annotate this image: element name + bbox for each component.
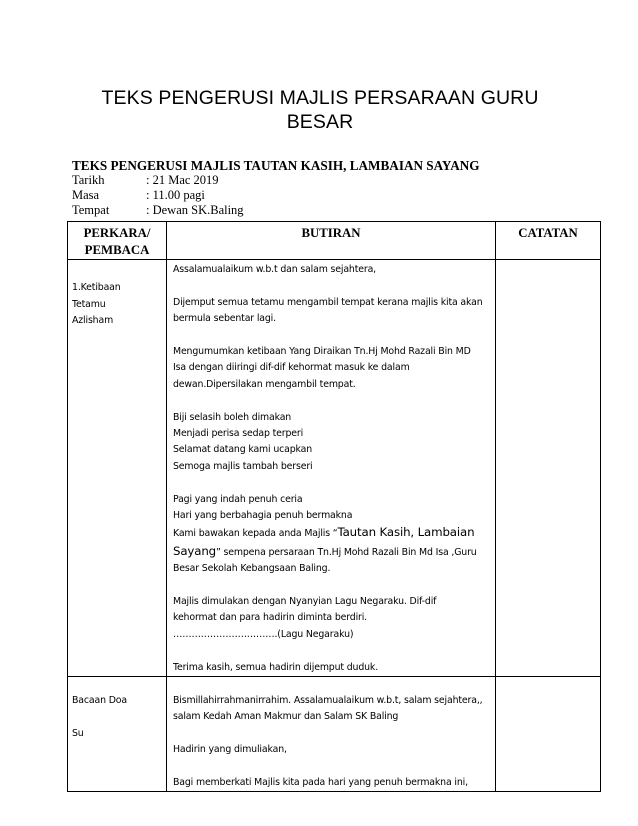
header-details: BUTIRAN xyxy=(167,222,496,260)
detail-line: Bismillahirrahmanirrahim. Assalamualaikum w.b.t, salam sejahtera,, xyxy=(173,695,483,707)
event-name-text: Tautan Kasih, Lambaian xyxy=(337,525,475,540)
event-name-text: Sayang xyxy=(173,543,216,558)
detail-line: …………………………….(Lagu Negaraku) xyxy=(173,628,354,640)
detail-line: Terima kasih, semua hadirin dijemput duduk. xyxy=(173,661,379,673)
header-notes: CATATAN xyxy=(496,222,601,260)
detail-line: salam Kedah Aman Makmur dan Salam SK Baling xyxy=(173,711,399,723)
detail-line xyxy=(173,524,492,542)
info-value: : 21 Mac 2019 xyxy=(146,173,219,187)
info-value: : Dewan SK.Baling xyxy=(146,203,244,217)
row-details-cell xyxy=(167,677,496,792)
detail-line: Dijemput semua tetamu mengambil tempat kerana majlis kita akan xyxy=(173,296,483,308)
row-notes-cell xyxy=(496,260,601,677)
detail-line: kehormat dan para hadirin diminta berdiri. xyxy=(173,612,368,624)
row-details-cell xyxy=(167,260,496,677)
info-row-venue xyxy=(72,203,244,218)
detail-line xyxy=(173,543,492,561)
event-title: TEKS PENGERUSI MAJLIS TAUTAN KASIH, LAMBAIAN SAYANG xyxy=(72,158,480,173)
pantun-line: Menjadi perisa sedap terperi xyxy=(173,428,304,440)
header-item: PERKARA/ PEMBACA xyxy=(68,222,167,260)
item-line: Su xyxy=(72,727,84,739)
detail-line: bermula sebentar lagi. xyxy=(173,313,276,325)
info-label: Tempat xyxy=(72,203,110,217)
event-info xyxy=(72,173,244,218)
item-line: Azlisham xyxy=(72,315,114,327)
pantun-line: Pagi yang indah penuh ceria xyxy=(173,493,303,505)
row-notes-cell xyxy=(496,677,601,792)
row-item-cell xyxy=(68,260,167,677)
pantun-line: Hari yang berbahagia penuh bermakna xyxy=(173,510,353,522)
spacer xyxy=(72,264,166,280)
detail-line: Majlis dimulakan dengan Nyanyian Lagu Negaraku. Dif-dif xyxy=(173,596,437,608)
agenda-table xyxy=(67,221,601,792)
info-value: : 11.00 pagi xyxy=(146,188,205,202)
table-row xyxy=(68,677,601,792)
info-label: Masa xyxy=(72,188,100,202)
detail-line: Bagi memberkati Majlis kita pada hari yang penuh bermakna ini, xyxy=(173,777,468,789)
table-row xyxy=(68,260,601,677)
item-line: Tetamu xyxy=(72,298,106,310)
row-item-cell xyxy=(68,677,167,792)
detail-line: dewan.Dipersilakan mengambil tempat. xyxy=(173,378,356,390)
detail-line: Isa dengan diiringi dif-dif kehormat masuk ke dalam xyxy=(173,362,410,374)
detail-line: Mengumumkan ketibaan Yang Diraikan Tn.Hj Mohd Razali Bin MD xyxy=(173,346,471,357)
detail-line: Hadirin yang dimuliakan, xyxy=(173,744,287,756)
table-header-row xyxy=(68,222,601,260)
detail-line: Besar Sekolah Kebangsaan Baling. xyxy=(173,563,331,575)
detail-line: Assalamualaikum w.b.t dan salam sejahtera, xyxy=(173,264,376,275)
detail-text: ” sempena persaraan Tn.Hj Mohd Razali Bin Md Isa ,Guru xyxy=(216,546,477,558)
pantun-line: Biji selasih boleh dimakan xyxy=(173,411,292,423)
info-row-time xyxy=(72,188,244,203)
info-label: Tarikh xyxy=(72,173,105,187)
pantun-line: Semoga majlis tambah berseri xyxy=(173,460,313,472)
item-line: Bacaan Doa xyxy=(72,695,127,707)
info-row-date xyxy=(72,173,244,188)
item-line: 1.Ketibaan xyxy=(72,282,121,294)
main-title: TEKS PENGERUSI MAJLIS PERSARAAN GURU BESAR xyxy=(101,87,539,133)
pantun-line: Selamat datang kami ucapkan xyxy=(173,444,313,456)
detail-text: Kami bawakan kepada anda Majlis “ xyxy=(173,528,338,540)
